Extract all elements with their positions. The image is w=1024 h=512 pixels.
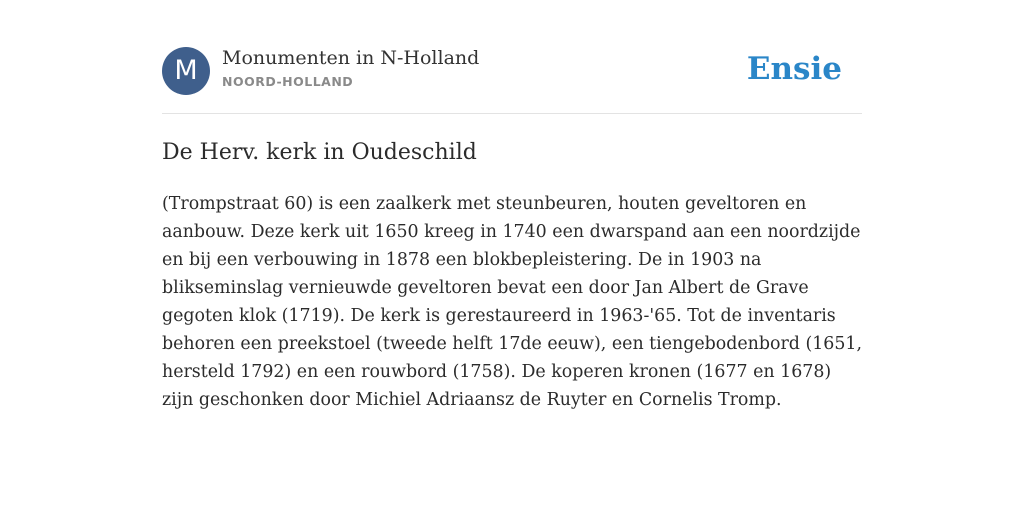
ensie-logo[interactable]: Ensie bbox=[746, 51, 842, 87]
source-title[interactable]: Monumenten in N-Holland bbox=[222, 47, 480, 69]
source-subtitle[interactable]: NOORD-HOLLAND bbox=[222, 74, 354, 89]
article-card bbox=[162, 0, 863, 410]
article-body: (Trompstraat 60) is een zaalkerk met steunbeuren, houten geveltoren en aanbouw. Deze kerk uit 1650 kreeg in 1740 een dwarspand aan een noordzijde en bij een verbouwing in 1878 een blokbepleistering. De in 1903 na blikseminslag vernieuwde geveltoren bevat een door Jan Albert de Grave gegoten klok (1719). De kerk is gerestaureerd in 1963-'65. Tot de inventaris behoren een preekstoel (tweede helft 17de eeuw), een tiengebodenbord (1651, hersteld 1792) en een rouwbord (1758). De koperen kronen (1677 en 1678) zijn geschonken door Michiel Adriaansz de Ruyter en Cornelis Tromp. bbox=[162, 194, 863, 410]
article-title: De Herv. kerk in Oudeschild bbox=[162, 140, 477, 165]
avatar[interactable]: M bbox=[162, 47, 210, 95]
card-header bbox=[162, 0, 862, 114]
